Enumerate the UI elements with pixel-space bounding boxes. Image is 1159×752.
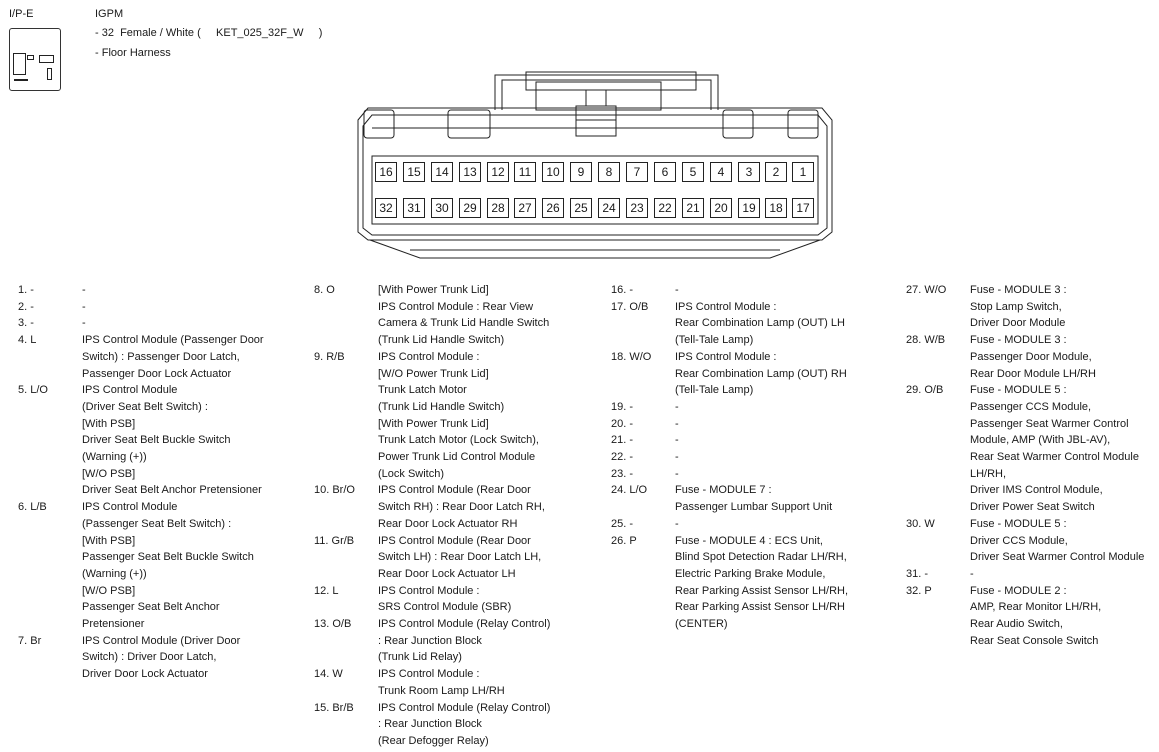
pin-entry-line: (Lock Switch)	[378, 467, 445, 480]
pin-entry-description	[82, 282, 316, 299]
pin-entry-line: IPS Control Module	[82, 384, 178, 397]
pin-entry-line: -	[675, 284, 679, 296]
pin-entry-description	[82, 499, 316, 633]
pin-entry-line: -	[675, 467, 679, 480]
pin-2: 2	[765, 162, 787, 182]
pin-entry-line: [W/O Power Trunk Lid]	[378, 367, 489, 380]
pin-entry-line: Passenger Lumbar Support Unit	[675, 501, 833, 514]
pin-entry-line: Camera & Trunk Lid Handle Switch	[378, 317, 550, 330]
pin-entry-number: 5. L/O	[18, 384, 48, 397]
pin-entry-line: Fuse - MODULE 5 :	[970, 517, 1067, 530]
pin-entry-line: -	[675, 434, 679, 447]
pin-entry-description	[82, 299, 316, 316]
pin-entry-line: Switch) : Driver Door Latch,	[82, 651, 217, 664]
pin-entry-number: 23. -	[611, 467, 634, 480]
pin-entry-line: (Warning (+))	[82, 567, 147, 580]
pin-entry-description	[970, 516, 1159, 566]
pin-entry-number: 12. L	[314, 584, 339, 597]
pin-entry-line: -	[675, 517, 679, 530]
pin-entry-description	[675, 516, 909, 533]
pin-entry-line: Module, AMP (With JBL-AV),	[970, 434, 1111, 447]
pin-entry-line: Trunk Latch Motor	[378, 384, 467, 397]
connector-spec: - 32 Female / White ( KET_025_32F_W )	[95, 27, 323, 39]
pin-entry-description	[675, 349, 909, 399]
pin-entry-description	[378, 533, 612, 583]
pin-32: 32	[375, 198, 397, 218]
pin-entry-line: IPS Control Module (Relay Control)	[378, 618, 551, 630]
pin-entry-description	[378, 482, 612, 532]
pin-entry-line: AMP, Rear Monitor LH/RH,	[970, 601, 1102, 614]
pin-entry-line: Rear Parking Assist Sensor LH/RH	[675, 601, 845, 614]
pin-entry-line: Switch) : Passenger Door Latch,	[82, 350, 240, 363]
pin-15: 15	[403, 162, 425, 182]
pin-13: 13	[459, 162, 481, 182]
pin-entry-line: -	[970, 567, 974, 580]
pin-entry-number: 29. O/B	[906, 384, 944, 397]
pin-21: 21	[682, 198, 704, 218]
pin-entry-line: Fuse - MODULE 4 : ECS Unit,	[675, 534, 823, 547]
pin-entry-number: 32. P	[906, 584, 932, 597]
pin-entry-line: Fuse - MODULE 2 :	[970, 584, 1067, 597]
connector-location-icon	[9, 28, 61, 91]
pin-1: 1	[792, 162, 814, 182]
pin-entry-description	[970, 332, 1159, 382]
pin-entry-line: Fuse - MODULE 3 :	[970, 284, 1067, 296]
pin-entry-line: (Warning (+))	[82, 451, 147, 463]
pin-entry-line: Driver Seat Belt Buckle Switch	[82, 434, 231, 447]
pin-entry-line: Driver Door Module	[970, 317, 1066, 330]
pin-entry-description	[675, 432, 909, 449]
pin-14: 14	[431, 162, 453, 182]
pin-entry-description	[378, 666, 612, 699]
pin-entry-number: 2. -	[18, 300, 34, 313]
pin-entry-description	[675, 416, 909, 433]
pin-entry-number: 19. -	[611, 400, 634, 413]
pin-entry-description	[82, 332, 316, 382]
pin-25: 25	[570, 198, 592, 218]
pin-entry-line: Rear Door Lock Actuator LH	[378, 567, 516, 580]
pin-7: 7	[626, 162, 648, 182]
pin-entry-description	[970, 566, 1159, 583]
pin-3: 3	[738, 162, 760, 182]
pin-entry-line: Rear Combination Lamp (OUT) LH	[675, 317, 845, 330]
pin-31: 31	[403, 198, 425, 218]
pin-entry-line: Driver Seat Warmer Control Module	[970, 551, 1145, 564]
pin-entry-line: IPS Control Module (Rear Door	[378, 484, 531, 497]
pin-30: 30	[431, 198, 453, 218]
pin-entry-line: IPS Control Module :	[675, 300, 777, 313]
pin-entry-number: 11. Gr/B	[314, 534, 355, 547]
pin-entry-line: [With Power Trunk Lid]	[378, 284, 489, 296]
pin-entry-line: Passenger Door Lock Actuator	[82, 367, 232, 380]
pin-17: 17	[792, 198, 814, 218]
pin-entry-line: Passenger Seat Warmer Control	[970, 417, 1129, 430]
pin-entry-line: Driver Power Seat Switch	[970, 501, 1095, 514]
pin-entry-line: [With PSB]	[82, 534, 136, 547]
pin-entry-number: 17. O/B	[611, 300, 649, 313]
pin-entry-description	[378, 349, 612, 483]
pin-entry-description	[970, 382, 1159, 516]
pin-entry-line: Driver CCS Module,	[970, 534, 1068, 547]
pin-entry-line: LH/RH,	[970, 467, 1007, 480]
pin-entry-number: 14. W	[314, 668, 343, 681]
pin-entry-line: IPS Control Module (Driver Door	[82, 634, 241, 647]
pin-entry-line: Fuse - MODULE 5 :	[970, 384, 1067, 397]
component-title: IGPM	[95, 8, 124, 20]
pin-29: 29	[459, 198, 481, 218]
pin-entry-line: -	[675, 451, 679, 463]
pin-entry-line: Driver Door Lock Actuator	[82, 668, 208, 681]
pin-entry-description	[675, 482, 909, 515]
pin-entry-description	[378, 700, 612, 750]
pin-28: 28	[487, 198, 509, 218]
pin-entry-number: 26. P	[611, 534, 637, 547]
pin-entry-line: -	[675, 417, 679, 430]
pin-entry-number: 8. O	[314, 284, 335, 296]
pin-entry-line: Rear Door Module LH/RH	[970, 367, 1096, 380]
pin-entry-description	[378, 282, 612, 349]
pin-entry-line: Pretensioner	[82, 618, 145, 631]
pin-entry-line: -	[82, 300, 86, 313]
pin-entry-number: 31. -	[906, 567, 929, 580]
pin-entry-line: Passenger Door Module,	[970, 350, 1092, 363]
pin-entry-line: Fuse - MODULE 3 :	[970, 334, 1067, 347]
pin-entry-number: 21. -	[611, 434, 634, 447]
pin-entry-number: 25. -	[611, 517, 634, 530]
pin-entry-line: Fuse - MODULE 7 :	[675, 484, 772, 497]
pin-12: 12	[487, 162, 509, 182]
pin-entry-description	[675, 299, 909, 349]
pin-entry-line: (Passenger Seat Belt Switch) :	[82, 517, 232, 530]
harness-name: - Floor Harness	[95, 47, 171, 59]
pin-entry-line: IPS Control Module :	[378, 350, 480, 363]
pin-entry-line: IPS Control Module :	[675, 350, 777, 363]
pin-entry-number: 20. -	[611, 417, 634, 430]
pin-entry-line: Passenger Seat Belt Buckle Switch	[82, 551, 254, 564]
pin-entry-line: -	[675, 400, 679, 413]
pin-entry-description	[675, 466, 909, 483]
pin-entry-line: IPS Control Module (Passenger Door	[82, 334, 264, 347]
pin-entry-line: [With Power Trunk Lid]	[378, 417, 489, 430]
pin-27: 27	[514, 198, 536, 218]
pin-entry-line: (Trunk Lid Relay)	[378, 651, 462, 664]
pin-5: 5	[682, 162, 704, 182]
pin-entry-number: 28. W/B	[906, 334, 946, 347]
pin-23: 23	[626, 198, 648, 218]
pin-entry-line: Rear Seat Console Switch	[970, 634, 1099, 647]
pin-9: 9	[570, 162, 592, 182]
pin-entry-number: 15. Br/B	[314, 701, 354, 714]
pin-entry-line: Trunk Room Lamp LH/RH	[378, 684, 505, 697]
pin-10: 10	[542, 162, 564, 182]
pin-entry-description	[970, 282, 1159, 332]
pin-entry-line: Power Trunk Lid Control Module	[378, 451, 536, 464]
pin-entry-line: Switch RH) : Rear Door Latch RH,	[378, 501, 545, 514]
pin-entry-line: Rear Seat Warmer Control Module	[970, 451, 1139, 463]
pin-entry-number: 30. W	[906, 517, 935, 530]
pin-entry-number: 1. -	[18, 284, 34, 296]
connector-code: I/P-E	[9, 8, 34, 20]
pin-entry-line: (Driver Seat Belt Switch) :	[82, 400, 208, 413]
pin-entry-line: Driver IMS Control Module,	[970, 484, 1103, 497]
pin-entry-description	[675, 399, 909, 416]
pin-16: 16	[375, 162, 397, 182]
pin-entry-description	[675, 282, 909, 299]
pin-entry-line: : Rear Junction Block	[378, 718, 482, 731]
pin-entry-line: Passenger Seat Belt Anchor	[82, 601, 220, 614]
pin-entry-number: 7. Br	[18, 634, 42, 647]
pin-entry-line: Switch LH) : Rear Door Latch LH,	[378, 551, 542, 564]
pin-entry-line: IPS Control Module (Relay Control)	[378, 701, 551, 714]
pin-entry-line: [With PSB]	[82, 417, 136, 430]
pin-entry-number: 4. L	[18, 334, 37, 347]
pin-entry-line: Electric Parking Brake Module,	[675, 567, 826, 580]
pin-entry-line: [W/O PSB]	[82, 584, 136, 597]
pin-8: 8	[598, 162, 620, 182]
pin-4: 4	[710, 162, 732, 182]
pin-24: 24	[598, 198, 620, 218]
pin-entry-line: IPS Control Module :	[378, 668, 480, 681]
pin-entry-line: Driver Seat Belt Anchor Pretensioner	[82, 484, 262, 497]
pin-entry-line: IPS Control Module : Rear View	[378, 300, 534, 313]
pin-entry-line: (Rear Defogger Relay)	[378, 734, 489, 747]
pin-19: 19	[738, 198, 760, 218]
pin-entry-description	[82, 633, 316, 683]
pin-entry-number: 13. O/B	[314, 618, 352, 630]
pin-6: 6	[654, 162, 676, 182]
pin-entry-number: 16. -	[611, 284, 634, 296]
pin-entry-line: IPS Control Module	[82, 501, 178, 514]
pin-26: 26	[542, 198, 564, 218]
pin-entry-number: 10. Br/O	[314, 484, 355, 497]
pin-entry-line: (Tell-Tale Lamp)	[675, 384, 754, 397]
pin-entry-description	[675, 533, 909, 633]
pin-entry-line: SRS Control Module (SBR)	[378, 601, 512, 614]
pin-entry-line: Rear Parking Assist Sensor LH/RH,	[675, 584, 849, 597]
pin-entry-line: Rear Audio Switch,	[970, 618, 1063, 630]
pin-entry-line: -	[82, 284, 86, 296]
pin-entry-line: -	[82, 317, 86, 330]
pin-entry-line: (Trunk Lid Handle Switch)	[378, 400, 505, 413]
pin-11: 11	[514, 162, 536, 182]
pin-entry-line: (Tell-Tale Lamp)	[675, 334, 754, 347]
pin-18: 18	[765, 198, 787, 218]
pin-entry-description	[378, 616, 612, 666]
pin-20: 20	[710, 198, 732, 218]
pin-entry-line: [W/O PSB]	[82, 467, 136, 480]
pin-entry-number: 24. L/O	[611, 484, 648, 497]
pin-entry-line: Rear Combination Lamp (OUT) RH	[675, 367, 847, 380]
pin-entry-number: 3. -	[18, 317, 34, 330]
pin-entry-number: 9. R/B	[314, 350, 345, 363]
pin-entry-line: IPS Control Module (Rear Door	[378, 534, 531, 547]
pin-22: 22	[654, 198, 676, 218]
pin-entry-description	[378, 583, 612, 616]
pin-entry-description	[675, 449, 909, 466]
pin-entry-number: 18. W/O	[611, 350, 652, 363]
pin-entry-number: 6. L/B	[18, 501, 47, 514]
pin-entry-line: Rear Door Lock Actuator RH	[378, 517, 518, 530]
pin-entry-number: 22. -	[611, 451, 634, 463]
pin-entry-line: IPS Control Module :	[378, 584, 480, 597]
pin-entry-number: 27. W/O	[906, 284, 947, 296]
pin-entry-description	[82, 382, 316, 499]
pin-entry-description	[970, 583, 1159, 650]
pin-entry-line: : Rear Junction Block	[378, 634, 482, 647]
pin-entry-description	[82, 315, 316, 332]
pin-entry-line: Blind Spot Detection Radar LH/RH,	[675, 551, 847, 564]
pin-entry-line: (CENTER)	[675, 618, 728, 631]
pin-entry-line: (Trunk Lid Handle Switch)	[378, 334, 505, 347]
pin-entry-line: Passenger CCS Module,	[970, 400, 1092, 413]
pin-entry-line: Stop Lamp Switch,	[970, 300, 1062, 313]
pin-entry-line: Trunk Latch Motor (Lock Switch),	[378, 434, 539, 447]
